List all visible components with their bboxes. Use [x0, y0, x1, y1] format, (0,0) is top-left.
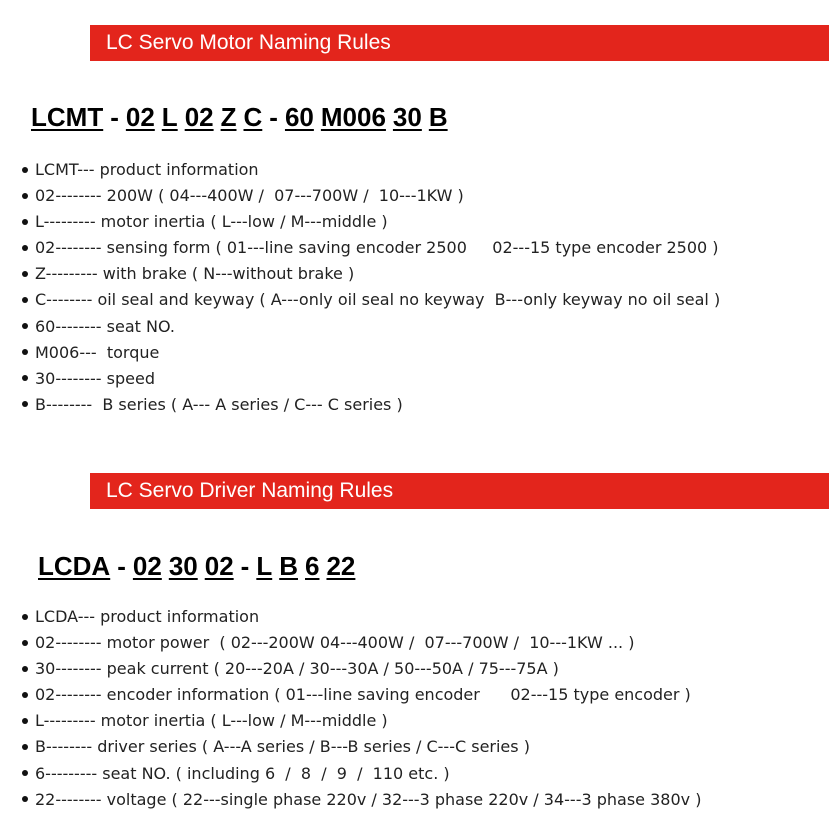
legend-item-text: B-------- driver series ( A---A series / B---B series / C---C series ): [35, 737, 530, 757]
driver-model-code: [38, 551, 355, 582]
legend-item: [22, 682, 701, 708]
legend-item-text: 6--------- seat NO. ( including 6 / 8 / 9 / 110 etc. ): [35, 763, 450, 783]
code-segment: M006: [320, 102, 386, 132]
legend-item-text: 30-------- speed: [35, 368, 155, 388]
bullet-icon: [22, 401, 28, 407]
code-segment: 6: [305, 551, 320, 581]
bullet-icon: [22, 167, 28, 173]
code-segment: LCDA: [38, 551, 111, 581]
bullet-icon: [22, 323, 28, 329]
motor-model-code: [31, 102, 448, 133]
driver-section-banner: [90, 473, 829, 509]
legend-item-text: 60-------- seat NO.: [35, 316, 175, 336]
legend-item-text: 02-------- encoder information ( 01---line saving encoder 02---15 type encoder ): [35, 685, 691, 705]
legend-item-text: L--------- motor inertia ( L---low / M---middle ): [35, 212, 388, 232]
code-segment: 02: [204, 551, 234, 581]
code-segment: B: [428, 102, 448, 132]
bullet-icon: [22, 349, 28, 355]
legend-item-text: 02-------- motor power ( 02---200W 04---400W / 07---700W / 10---1KW ... ): [35, 633, 635, 653]
motor-section-title: LC Servo Motor Naming Rules: [106, 31, 391, 54]
legend-item: [22, 392, 720, 418]
code-separator: -: [269, 102, 278, 132]
code-segment: L: [161, 102, 178, 132]
legend-item: [22, 366, 720, 392]
legend-item-text: B-------- B series ( A--- A series / C--- C series ): [35, 394, 403, 414]
legend-item-text: 02-------- 200W ( 04---400W / 07---700W / 10---1KW ): [35, 186, 464, 206]
bullet-icon: [22, 375, 28, 381]
code-separator: -: [117, 551, 126, 581]
bullet-icon: [22, 219, 28, 225]
legend-item-text: L--------- motor inertia ( L---low / M---middle ): [35, 711, 388, 731]
legend-item: [22, 787, 701, 813]
bullet-icon: [22, 271, 28, 277]
code-separator: -: [110, 102, 119, 132]
code-segment: LCMT: [31, 102, 104, 132]
bullet-icon: [22, 796, 28, 802]
legend-item-text: Z--------- with brake ( N---without brake ): [35, 264, 355, 284]
code-segment: 22: [326, 551, 356, 581]
legend-item: [22, 157, 720, 183]
code-segment: B: [279, 551, 298, 581]
bullet-icon: [22, 614, 28, 620]
code-segment: 02: [184, 102, 214, 132]
code-segment: L: [256, 551, 273, 581]
legend-item-text: C-------- oil seal and keyway ( A---only oil seal no keyway B---only keyway no oil seal ): [35, 290, 721, 310]
bullet-icon: [22, 692, 28, 698]
legend-item-text: 30-------- peak current ( 20---20A / 30---30A / 50---50A / 75---75A ): [35, 659, 559, 679]
code-segment: Z: [220, 102, 237, 132]
driver-section-title: LC Servo Driver Naming Rules: [106, 479, 394, 502]
legend-item: [22, 287, 720, 313]
legend-item-text: 02-------- sensing form ( 01---line saving encoder 2500 02---15 type encoder 2500 ): [35, 238, 719, 258]
legend-item-text: 22-------- voltage ( 22---single phase 220v / 32---3 phase 220v / 34---3 phase 380v ): [35, 789, 702, 809]
code-segment: 02: [132, 551, 162, 581]
legend-item: [22, 630, 701, 656]
legend-item: [22, 604, 701, 630]
bullet-icon: [22, 744, 28, 750]
legend-item: [22, 209, 720, 235]
code-segment: 30: [168, 551, 198, 581]
legend-item: [22, 183, 720, 209]
bullet-icon: [22, 245, 28, 251]
legend-item-text: M006--- torque: [35, 342, 160, 362]
bullet-icon: [22, 297, 28, 303]
driver-code-legend: [22, 604, 701, 813]
legend-item-text: LCDA--- product information: [35, 607, 260, 626]
legend-item: [22, 314, 720, 340]
code-segment: C: [243, 102, 263, 132]
motor-code-legend: [22, 157, 720, 418]
bullet-icon: [22, 640, 28, 646]
legend-item: [22, 708, 701, 734]
motor-section-banner: [90, 25, 829, 61]
bullet-icon: [22, 666, 28, 672]
legend-item: [22, 261, 720, 287]
legend-item: [22, 761, 701, 787]
code-separator: -: [240, 551, 250, 581]
bullet-icon: [22, 770, 28, 776]
legend-item: [22, 734, 701, 760]
code-segment: 30: [392, 102, 422, 132]
bullet-icon: [22, 193, 28, 199]
code-segment: 60: [284, 102, 314, 132]
code-segment: 02: [125, 102, 155, 132]
legend-item-text: LCMT--- product information: [35, 160, 259, 179]
legend-item: [22, 656, 701, 682]
legend-item: [22, 340, 720, 366]
bullet-icon: [22, 718, 28, 724]
legend-item: [22, 235, 720, 261]
